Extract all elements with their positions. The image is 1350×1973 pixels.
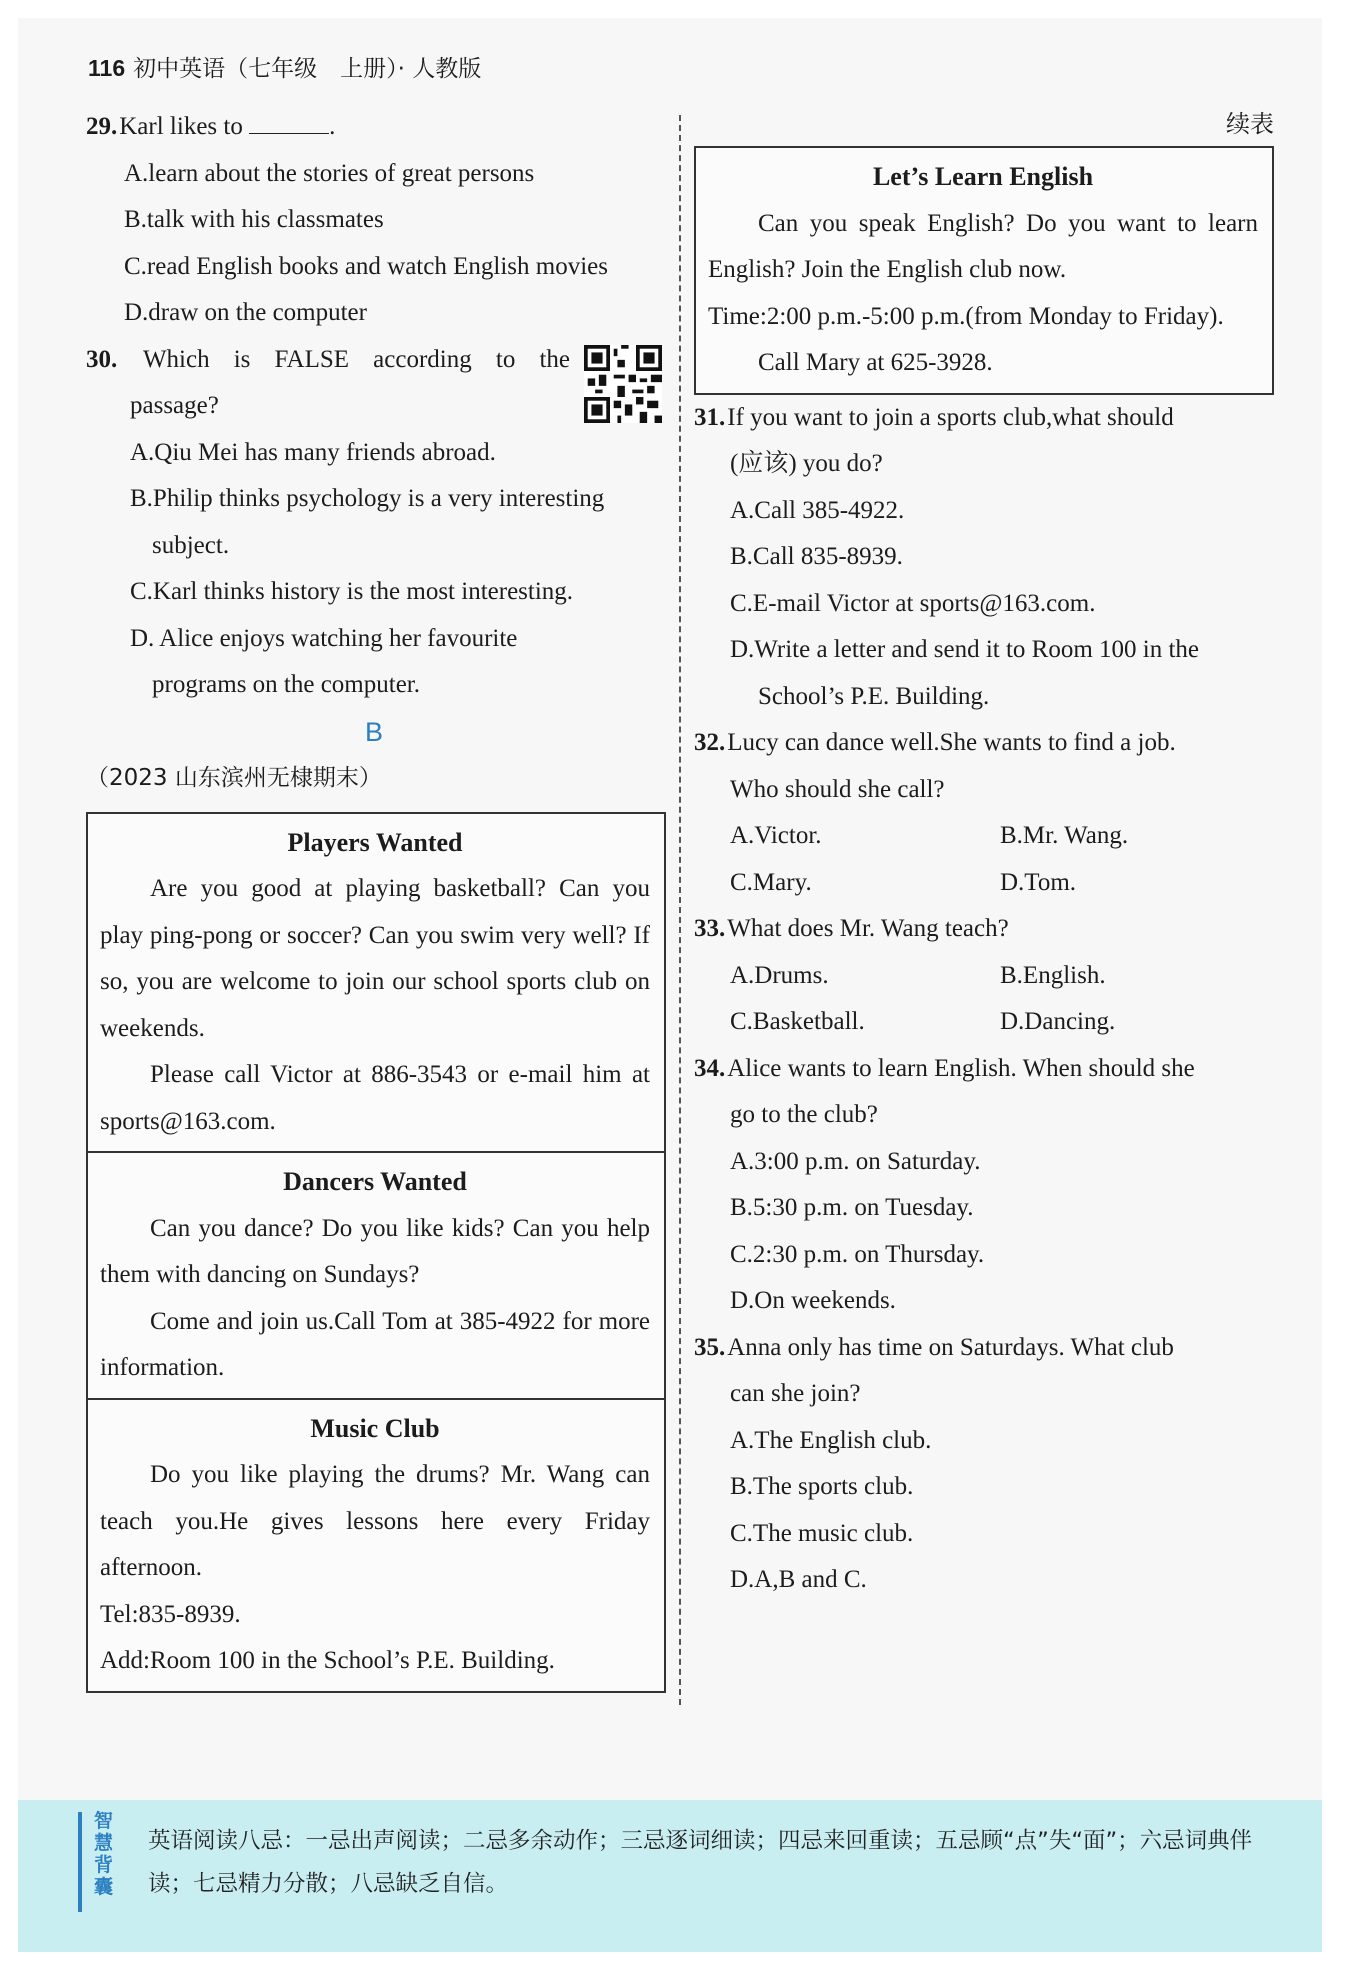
option-c: C.The music club. (730, 1519, 914, 1547)
ad-paragraph: Do you like playing the drums? Mr. Wang can teach you.He gives lessons here every Friday afternoon. (100, 1461, 650, 1581)
option-d: D.draw on the computer (124, 299, 367, 326)
option-d: D.Dancing. (1000, 1008, 1116, 1035)
question-stem-cont: go to the club? (730, 1101, 878, 1128)
ad-tel: Tel:835-8939. (100, 1600, 241, 1628)
option-b-cont: subject. (152, 531, 230, 559)
ad-paragraph: Please call Victor at 886-3543 or e-mail him at sports@163.com. (100, 1061, 650, 1135)
question-number: 35. (694, 1333, 726, 1361)
ad-call: Call Mary at 625-3928. (758, 349, 993, 376)
ad-time: Time:2:00 p.m.-5:00 p.m.(from Monday to Friday). (708, 302, 1224, 330)
answer-blank (249, 109, 329, 134)
tag-bar (78, 1812, 82, 1912)
question-stem-cont: (应该) you do? (730, 450, 883, 477)
question-number: 31. (694, 403, 726, 431)
question-stem-cont: can she join? (730, 1380, 861, 1407)
continued-label: 续表 (1226, 110, 1274, 138)
options-row (694, 999, 1274, 1046)
option-a: A.Drums. (730, 961, 829, 989)
source-note: （2023 山东滨州无棣期末） (86, 765, 382, 791)
wisdom-tip-banner (18, 1800, 1322, 1952)
options-row (694, 813, 1274, 860)
ad-paragraph: Are you good at playing basketball? Can you play ping-pong or soccer? Can you swim very well? If so, you are welcome to join our school sports club on weekends. (100, 875, 650, 1042)
option-a: A.Qiu Mei has many friends abroad. (130, 438, 496, 466)
option-d: D.A,B and C. (730, 1566, 867, 1593)
option-c: C.Karl thinks history is the most interesting. (130, 578, 574, 605)
ad-music-club (88, 1398, 664, 1691)
option-d-cont: programs on the computer. (152, 671, 420, 698)
ad-dancers-wanted (88, 1151, 664, 1398)
option-a: A.Call 385-4922. (730, 496, 905, 524)
question-34 (694, 1046, 1274, 1093)
tip-text: 英语阅读八忌：一忌出声阅读；二忌多余动作；三忌逐词细读；四忌来回重读；五忌顾“点”失“面”；六忌词典伴读；七忌精力分散；八忌缺乏自信。 (148, 1828, 1253, 1897)
ad-lets-learn-english (696, 148, 1272, 393)
question-number: 29. (86, 113, 118, 140)
question-stem: Alice wants to learn English. When should she (727, 1054, 1195, 1082)
option-b: B.Call 835-8939. (730, 543, 903, 570)
option-c: C.2:30 p.m. on Thursday. (730, 1240, 985, 1268)
question-stem-cont: passage? (130, 392, 219, 419)
option-c: C.Basketball. (730, 1008, 865, 1035)
option-c: C.Mary. (730, 868, 812, 896)
question-number: 30. (86, 345, 118, 373)
option-a: A.The English club. (730, 1426, 932, 1454)
option-b: B.The sports club. (730, 1473, 914, 1500)
question-32 (694, 720, 1274, 767)
column-divider (679, 115, 681, 1705)
option-a: A.3:00 p.m. on Saturday. (730, 1147, 981, 1175)
tip-tag: 智慧背囊 (94, 1810, 114, 1898)
section-letter: B (364, 716, 383, 747)
option-b: B.English. (1000, 961, 1106, 989)
question-33 (694, 906, 1274, 953)
ad-paragraph: Come and join us.Call Tom at 385-4922 for more information. (100, 1307, 650, 1381)
ad-players-wanted (88, 814, 664, 1152)
question-stem: Karl likes to (119, 113, 243, 140)
ads-box (86, 812, 666, 1693)
question-stem: Anna only has time on Saturdays. What club (727, 1333, 1174, 1361)
left-column (86, 104, 662, 1693)
ad-title: Players Wanted (287, 827, 463, 857)
option-c: C.E-mail Victor at sports@163.com. (730, 589, 1096, 617)
option-b: B.Mr. Wang. (1000, 822, 1129, 849)
question-29: 29.Karl likes to . (86, 104, 662, 151)
option-c: C.read English books and watch English movies (124, 252, 608, 280)
qr-code-icon[interactable] (584, 345, 662, 423)
question-stem-cont: Who should she call? (730, 775, 945, 803)
book-title: 初中英语（七年级 上册）· 人教版 (133, 56, 482, 82)
ad-english-box (694, 146, 1274, 395)
right-column (694, 104, 1274, 1604)
question-35 (694, 1325, 1274, 1372)
option-d-cont: School’s P.E. Building. (758, 682, 990, 710)
option-d: D.Tom. (1000, 868, 1077, 896)
ad-title: Let’s Learn English (872, 162, 1094, 191)
option-d: D.On weekends. (730, 1287, 896, 1314)
page-header (88, 50, 481, 83)
question-stem: What does Mr. Wang teach? (727, 915, 1009, 942)
ad-address: Add:Room 100 in the School’s P.E. Building. (100, 1647, 555, 1674)
question-number: 34. (694, 1054, 726, 1082)
question-stem: Which is FALSE according to the (142, 345, 570, 373)
question-31 (694, 395, 1274, 442)
question-30 (86, 337, 662, 430)
options-row (694, 953, 1274, 1000)
option-d: D. Alice enjoys watching her favourite (130, 624, 518, 652)
question-stem: If you want to join a sports club,what should (727, 403, 1174, 431)
question-stem: Lucy can dance well.She wants to find a job. (727, 729, 1176, 756)
option-b: B.5:30 p.m. on Tuesday. (730, 1194, 974, 1221)
ad-title: Dancers Wanted (283, 1167, 467, 1196)
ad-paragraph: Can you speak English? Do you want to learn English? Join the English club now. (708, 209, 1258, 283)
option-a: A.Victor. (730, 822, 822, 849)
options-row (694, 860, 1274, 907)
question-number: 33. (694, 915, 726, 942)
question-number: 32. (694, 729, 726, 756)
option-a: A.learn about the stories of great persons (124, 159, 535, 187)
option-b: B.talk with his classmates (124, 206, 384, 233)
ad-paragraph: Can you dance? Do you like kids? Can you help them with dancing on Sundays? (100, 1214, 650, 1288)
option-d: D.Write a letter and send it to Room 100 in the (730, 636, 1200, 663)
page-number: 116 (88, 55, 126, 81)
option-b: B.Philip thinks psychology is a very interesting (130, 485, 605, 512)
ad-title: Music Club (310, 1413, 440, 1443)
